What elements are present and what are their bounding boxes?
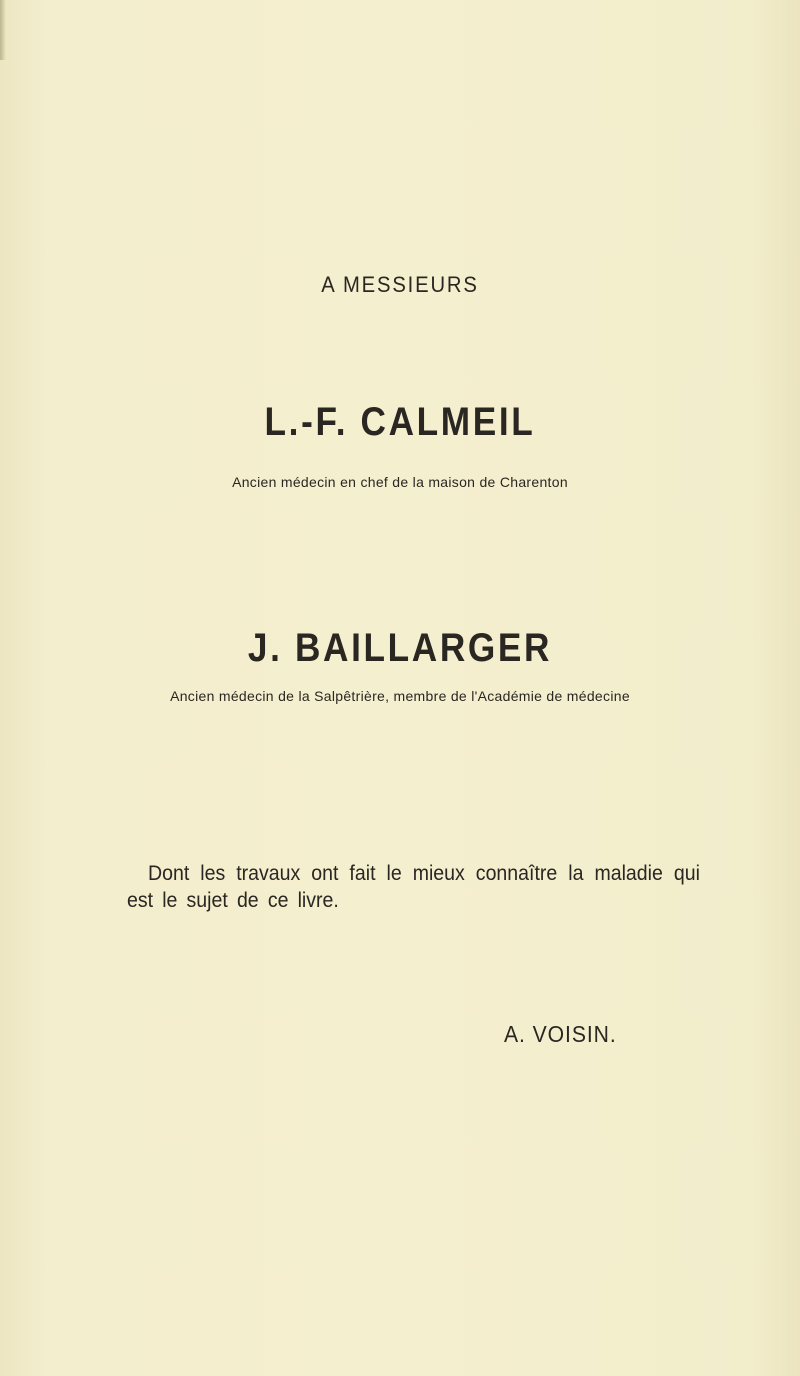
person-title-calmeil: Ancien médecin en chef de la maison de Charenton	[232, 474, 568, 490]
author-signature: A. VOISIN.	[504, 1021, 617, 1047]
dedication-text-line-2: est le sujet de ce livre.	[127, 889, 339, 912]
person-title-baillarger: Ancien médecin de la Salpêtrière, membre de l'Académie de médecine	[170, 688, 630, 704]
person-name-calmeil: L.-F. CALMEIL	[264, 400, 536, 444]
dedication-heading: A MESSIEURS	[321, 272, 479, 297]
dedication-text-line-1: Dont les travaux ont fait le mieux connaître la maladie qui	[148, 862, 700, 885]
page-edge-shadow	[0, 0, 6, 60]
person-name-baillarger: J. BAILLARGER	[247, 626, 553, 670]
